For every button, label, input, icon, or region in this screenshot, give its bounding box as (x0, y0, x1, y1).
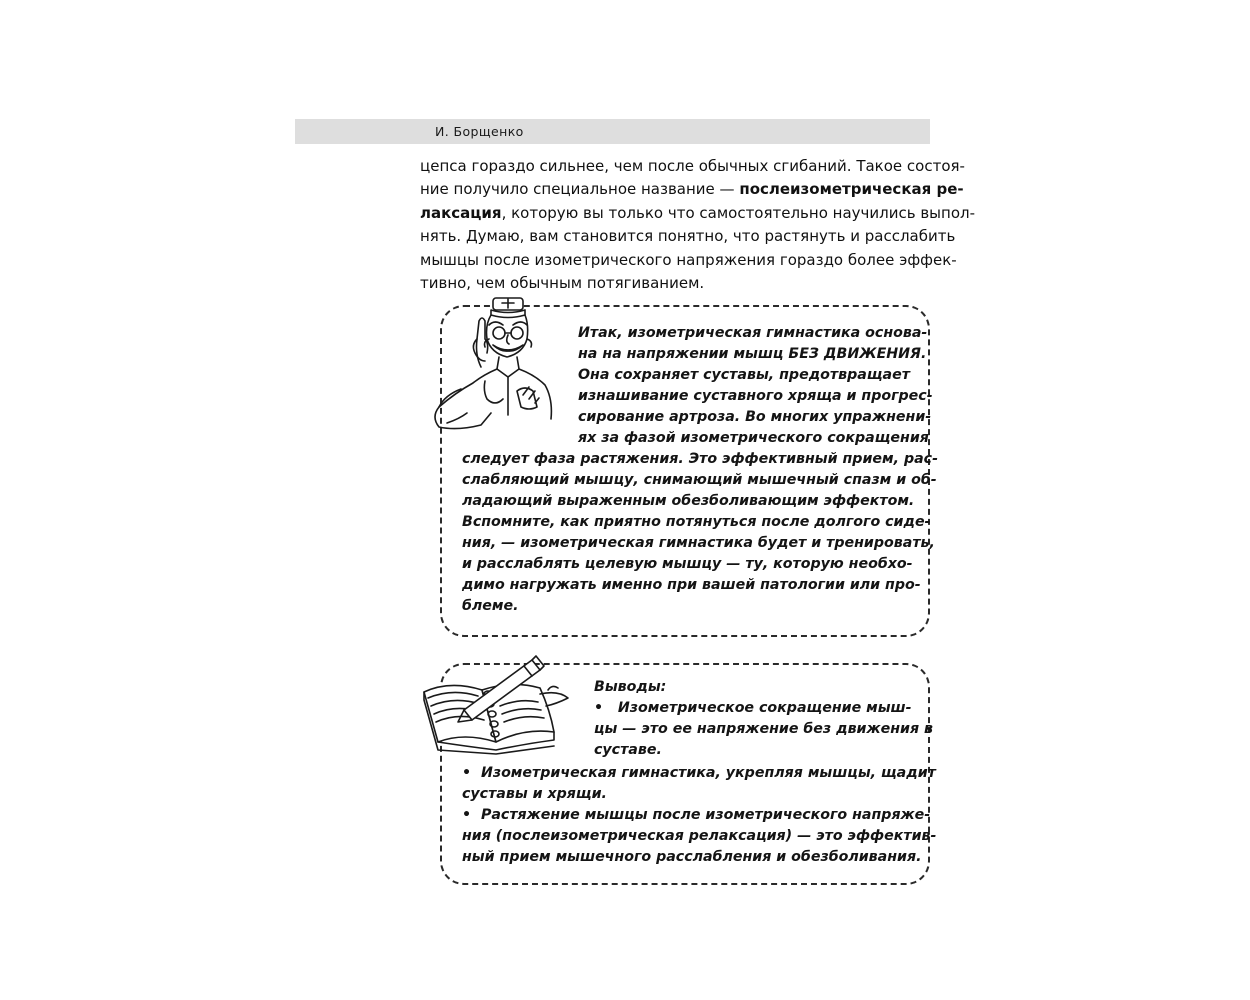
conclusions-line: • Изометрическое сокращение мыш- (594, 700, 912, 716)
intro-line: цепса гораздо сильнее, чем после обычных сгибаний. Такое состоя- (420, 157, 965, 175)
running-header (295, 119, 930, 144)
intro-line: мышцы после изометрического напряжения гораздо более эффек- (420, 250, 957, 269)
summary-line: следует фаза растяжения. Это эффективный прием, рас- (462, 451, 938, 467)
summary-line: сирование артроза. Во многих упражнени- (578, 409, 932, 425)
conclusions-title: Выводы: (594, 679, 667, 695)
header-author: И. Борщенко (435, 124, 524, 139)
bold-term: послеизометрическая ре- (739, 180, 964, 199)
summary-line: изнашивание суставного хряща и прогрес- (578, 388, 933, 404)
summary-line: Итак, изометрическая гимнастика основа- (578, 325, 928, 341)
summary-line: димо нагружать именно при вашей патологии или про- (462, 577, 921, 593)
doctor-pointing-illustration (425, 295, 577, 437)
conclusions-text-beside-image (594, 677, 934, 761)
summary-line: ях за фазой изометрического сокращения (578, 430, 929, 446)
bold-term: лаксация (420, 203, 502, 222)
summary-line: слабляющий мышцу, снимающий мышечный спазм и об- (462, 472, 937, 488)
conclusions-line: ния (послеизометрическая релаксация) — это эффектив- (462, 828, 937, 844)
summary-line: на на напряжении мышц БЕЗ ДВИЖЕНИЯ. (578, 346, 927, 362)
conclusions-text-full-width (462, 763, 937, 868)
notebook-pen-illustration (420, 650, 580, 755)
summary-line: Она сохраняет суставы, предотвращает (578, 367, 910, 383)
intro-paragraph (420, 155, 975, 295)
summary-line: и расслаблять целевую мышцу — ту, которую необхо- (462, 556, 913, 572)
conclusions-line: • Изометрическая гимнастика, укрепляя мышцы, щадит (462, 765, 936, 781)
conclusions-line: суставы и хрящи. (462, 786, 607, 802)
intro-line: тивно, чем обычным потягиванием. (420, 274, 705, 293)
intro-line: нять. Думаю, вам становится понятно, что растянуть и расслабить (420, 227, 956, 246)
conclusions-line: суставе. (594, 742, 662, 758)
conclusions-line: • Растяжение мышцы после изометрического напряже- (462, 807, 931, 823)
summary-line: блеме. (462, 598, 519, 614)
summary-line: ния, — изометрическая гимнастика будет и тренировать, (462, 535, 935, 551)
summary-text-beside-image (578, 323, 933, 449)
summary-line: Вспомните, как приятно потянуться после долгого сиде- (462, 514, 931, 530)
conclusions-line: ный прием мышечного расслабления и обезболивания. (462, 849, 922, 865)
conclusions-line: цы — это ее напряжение без движения в (594, 721, 934, 737)
intro-line: лаксация, которую вы только что самостоятельно научились выпол- (420, 203, 975, 222)
summary-text-full-width (462, 449, 938, 617)
intro-line: ние получило специальное название — послеизометрическая ре- (420, 180, 964, 199)
summary-line: ладающий выраженным обезболивающим эффектом. (462, 493, 915, 509)
